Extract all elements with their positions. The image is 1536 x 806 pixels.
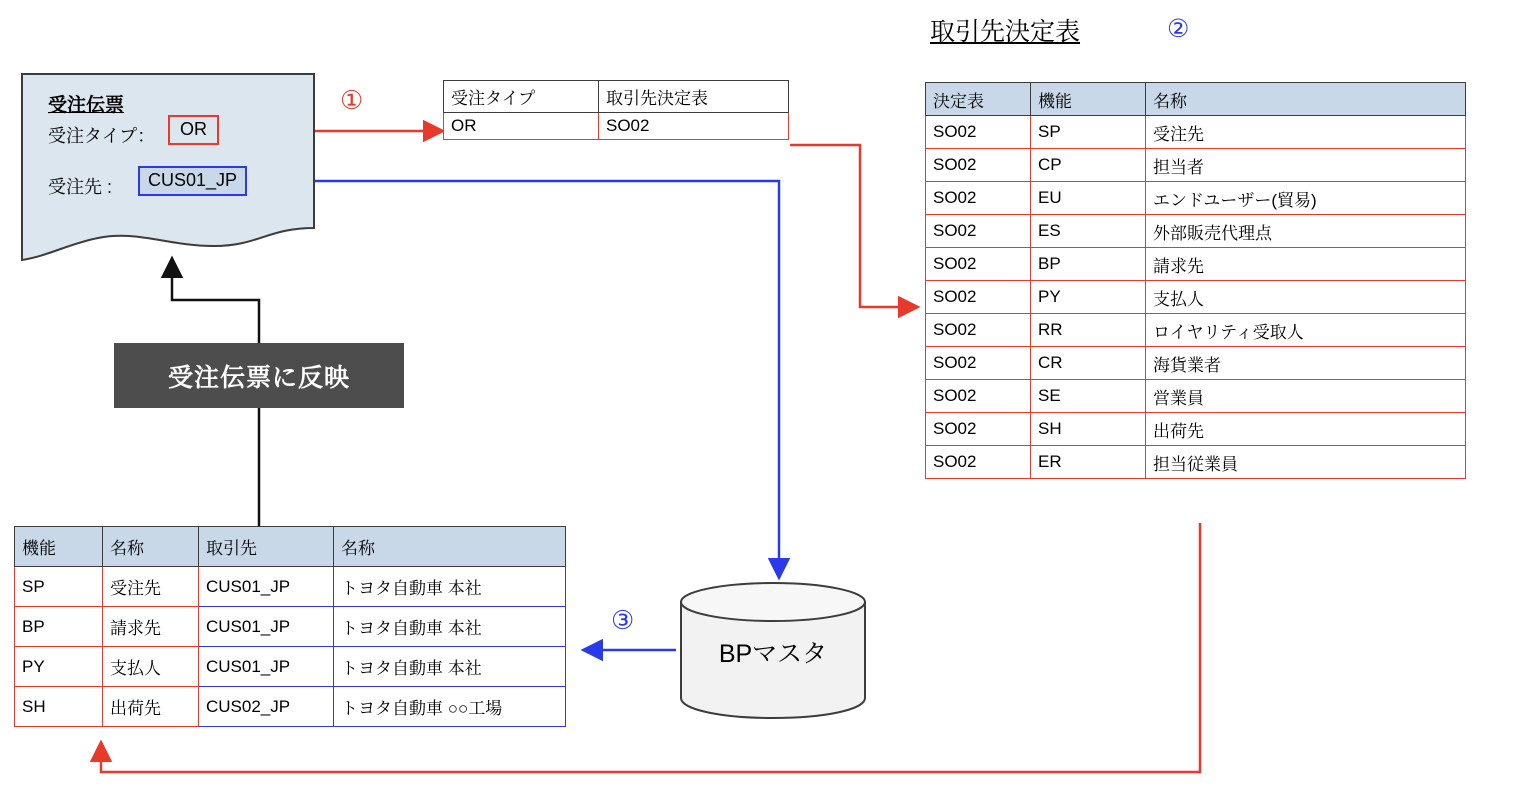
cell: SO02 (926, 413, 1031, 446)
cell: 支払人 (103, 647, 199, 687)
cell: SO02 (926, 347, 1031, 380)
table-row (926, 116, 1466, 149)
table-header-row (15, 527, 566, 567)
column-header: 名称 (1146, 83, 1466, 116)
cell: トヨタ自動車 本社 (334, 647, 566, 687)
table-row (15, 607, 566, 647)
cell: SO02 (926, 380, 1031, 413)
cell: SO02 (599, 113, 789, 140)
table-header-row (444, 81, 789, 113)
cell: 支払人 (1146, 281, 1466, 314)
table-row (15, 567, 566, 607)
cell: 営業員 (1146, 380, 1466, 413)
reflect-banner (114, 343, 404, 408)
cell: CP (1031, 149, 1146, 182)
cell: CUS01_JP (199, 567, 334, 607)
marker-three: ③ (611, 605, 635, 635)
cell: 外部販売代理点 (1146, 215, 1466, 248)
marker-two: ② (1167, 15, 1190, 43)
order-type-label: 受注タイプ： (48, 126, 156, 146)
table-row (15, 687, 566, 727)
cell: 担当従業員 (1146, 446, 1466, 479)
cell: 請求先 (103, 607, 199, 647)
cell: SO02 (926, 215, 1031, 248)
cell: SH (15, 687, 103, 727)
table-row (926, 182, 1466, 215)
cell: SE (1031, 380, 1146, 413)
table-row (926, 413, 1466, 446)
cell: CUS02_JP (199, 687, 334, 727)
cell: 請求先 (1146, 248, 1466, 281)
table-row (926, 380, 1466, 413)
cell: ER (1031, 446, 1146, 479)
table-row (926, 314, 1466, 347)
cell: SO02 (926, 446, 1031, 479)
column-header: 決定表 (926, 83, 1031, 116)
table-row (15, 647, 566, 687)
table-row (926, 446, 1466, 479)
cell: 担当者 (1146, 149, 1466, 182)
reflect-banner-label: 受注伝票に反映 (167, 363, 350, 392)
marker-one: ① (340, 85, 364, 115)
table-row (926, 215, 1466, 248)
partner-list-table (14, 526, 566, 727)
cell: SO02 (926, 116, 1031, 149)
cell: SO02 (926, 281, 1031, 314)
cell: OR (444, 113, 599, 140)
cell: 受注先 (103, 567, 199, 607)
table-header-row (926, 83, 1466, 116)
cell: SO02 (926, 314, 1031, 347)
cell: ロイヤリティ受取人 (1146, 314, 1466, 347)
cell: CR (1031, 347, 1146, 380)
cell: ES (1031, 215, 1146, 248)
partner-determination-title: 取引先決定表 (930, 18, 1081, 46)
cell: SO02 (926, 149, 1031, 182)
cell: 出荷先 (1146, 413, 1466, 446)
table-row (926, 149, 1466, 182)
sold-to-value: CUS01_JP (138, 166, 247, 196)
cell: 海貨業者 (1146, 347, 1466, 380)
cell: トヨタ自動車 本社 (334, 607, 566, 647)
partner-determination-table (925, 82, 1466, 479)
column-header: 取引先 (199, 527, 334, 567)
table-row (926, 347, 1466, 380)
cell: SP (15, 567, 103, 607)
column-header: 機能 (15, 527, 103, 567)
cell: SH (1031, 413, 1146, 446)
column-header: 名称 (334, 527, 566, 567)
column-header: 受注タイプ (444, 81, 599, 113)
bp-master-label: BPマスタ (718, 640, 828, 668)
sold-to-label: 受注先 : (48, 177, 113, 197)
table-row (444, 113, 789, 140)
cell: BP (1031, 248, 1146, 281)
column-header: 機能 (1031, 83, 1146, 116)
cell: 受注先 (1146, 116, 1466, 149)
table-row (926, 248, 1466, 281)
column-header: 名称 (103, 527, 199, 567)
cell: PY (1031, 281, 1146, 314)
cell: CUS01_JP (199, 607, 334, 647)
order-document (18, 70, 318, 265)
bp-master-database (678, 580, 868, 720)
cell: SO02 (926, 248, 1031, 281)
cell: PY (15, 647, 103, 687)
table-row (926, 281, 1466, 314)
cell: エンドユーザー(貿易) (1146, 182, 1466, 215)
cell: トヨタ自動車 ○○工場 (334, 687, 566, 727)
cell: EU (1031, 182, 1146, 215)
cell: 出荷先 (103, 687, 199, 727)
order-type-value: OR (168, 115, 219, 145)
order-document-title: 受注伝票 (48, 95, 125, 116)
cell: BP (15, 607, 103, 647)
cell: トヨタ自動車 本社 (334, 567, 566, 607)
cell: SO02 (926, 182, 1031, 215)
order-type-table (443, 80, 789, 140)
column-header: 取引先決定表 (599, 81, 789, 113)
cell: CUS01_JP (199, 647, 334, 687)
cell: SP (1031, 116, 1146, 149)
cell: RR (1031, 314, 1146, 347)
